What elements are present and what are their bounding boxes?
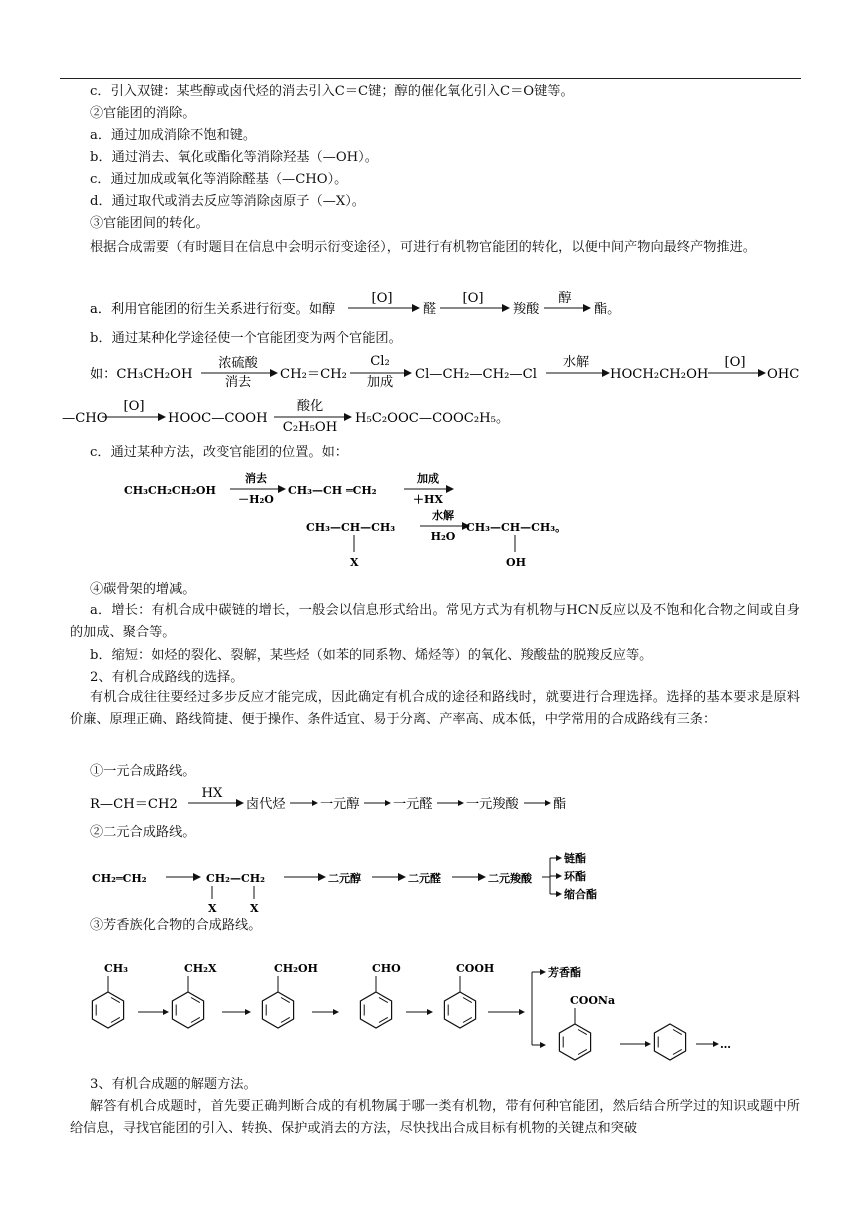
eq-c-product-3: CH₃—CH—CH₃。: [466, 521, 567, 534]
paragraph: 解答有机合成题时，首先要正确判断合成的有机物属于哪一类有机物，带有何种官能团，然后结合所学过的知识或题中所给信息，寻找官能团的引入、转换、保护或消去的方法，尽快找出合成目标有机物的关键点和突破: [70, 1099, 800, 1136]
route2-product-2: 环酯: [564, 870, 586, 883]
route2-x1: X: [208, 902, 217, 915]
difunctional-route: [0, 845, 860, 917]
eq-b-row1-start: 如：CH₃CH₂OH: [90, 367, 193, 382]
route1-cond: HX: [201, 786, 223, 801]
eq-c-cond-2-top: 加成: [417, 472, 439, 485]
text-line: d．通过取代或消去反应等消除卤原子（—X）。: [90, 194, 365, 209]
text-line: b．通过消去、氧化或酯化等消除羟基（—OH）。: [90, 150, 378, 165]
text-line: b．通过某种化学途径使一个官能团变为两个官能团。: [90, 331, 402, 346]
text-line: c．引入双键：某些醇或卤代烃的消去引入C＝C键；醇的催化氧化引入C＝O键等。: [90, 84, 574, 99]
ring4-group: CHO: [372, 962, 401, 975]
eq-a-start: a．利用官能团的衍生关系进行衍变。如醇: [90, 302, 336, 317]
text-line: 2、有机合成路线的选择。: [90, 670, 244, 685]
text-line: c．通过某种方法，改变官能团的位置。如：: [90, 445, 348, 460]
eq-b-cond-1-top: 浓硫酸: [218, 356, 258, 371]
eq-a-cond-2: [O]: [462, 291, 484, 306]
aromatic-ester-label: 芳香酯: [548, 966, 581, 979]
route2-product-1: 链酯: [564, 852, 586, 865]
eq-c-cond-1-top: 消去: [245, 472, 267, 485]
eq-b-product-5: HOOC—COOH: [168, 411, 268, 426]
eq-b-cond-2-bot: 加成: [366, 375, 394, 390]
eq-b-cond-2-top: Cl₂: [370, 354, 390, 369]
eq-c-cond-2-bot: ＋HX: [413, 493, 443, 506]
text-line: b．缩短：如烃的裂化、裂解，某些烃（如苯的同系物、烯烃等）的氧化、羧酸盐的脱羧反应等。: [90, 648, 653, 663]
eq-b-cond-6-bot: C₂H₅OH: [282, 420, 338, 435]
eq-b-product-4: OHC: [767, 367, 800, 382]
route3-tail: …: [720, 1038, 731, 1051]
branch-ring-group: COONa: [570, 994, 616, 1007]
route1-start: R—CH＝CH2: [90, 797, 178, 812]
derivation-chain-b: [0, 352, 860, 436]
eq-b-cond-5-top: [O]: [123, 399, 145, 414]
eq-b-product-3: HOCH₂CH₂OH: [610, 367, 709, 382]
text-line: ②二元合成路线。: [90, 825, 196, 840]
route2-x2: X: [250, 902, 259, 915]
text-line: ②官能团的消除。: [90, 106, 196, 121]
eq-c-product-2-sub: X: [350, 556, 359, 569]
text-line: ③芳香族化合物的合成路线。: [90, 918, 262, 933]
derivation-chain-a: [0, 290, 860, 326]
eq-b-cond-1-bot: 消去: [224, 375, 252, 390]
route1-step-3: 一元醛: [393, 797, 433, 812]
text-line: c．通过加成或氧化等消除醛基（—CHO）。: [90, 172, 348, 187]
ring1-group: CH₃: [104, 962, 128, 975]
eq-a-product-1: 醛: [423, 302, 437, 317]
eq-a-product-3: 酯。: [594, 302, 621, 317]
text-line: a．通过加成消除不饱和键。: [90, 128, 257, 143]
eq-c-cond-3-bot: H₂O: [430, 530, 456, 543]
ring5-group: COOH: [456, 962, 495, 975]
ring3-group: CH₂OH: [274, 962, 318, 975]
route1-step-4: 一元羧酸: [466, 797, 519, 812]
ring2-group: CH₂X: [184, 962, 217, 975]
eq-c-cond-1-bot: －H₂O: [238, 493, 274, 506]
route2-step-2: 二元醛: [408, 872, 441, 885]
route1-step-1: 卤代烃: [246, 797, 286, 812]
text-line: ①一元合成路线。: [90, 764, 196, 779]
eq-a-cond-3: 醇: [558, 291, 572, 306]
eq-b-product-6: H₅C₂OOC—COOC₂H₅。: [355, 411, 510, 426]
eq-b-product-2: Cl—CH₂—CH₂—Cl: [415, 367, 537, 382]
eq-b-cond-6-top: 酸化: [296, 399, 324, 414]
paragraph: a．增长：有机合成中碳链的增长，一般会以信息形式给出。常见方式为有机物与HCN反应以及不饱和化合物之间或自身的加成、聚合等。: [70, 603, 800, 640]
text-line: ④碳骨架的增减。: [90, 582, 196, 597]
position-change-reaction: [0, 468, 860, 578]
eq-a-product-2: 羧酸: [513, 302, 540, 317]
text-line: 3、有机合成题的解题方法。: [90, 1077, 257, 1092]
route2-step-1: 二元醇: [328, 872, 361, 885]
eq-b-cond-3-top: 水解: [562, 355, 590, 370]
route1-step-2: 一元醇: [320, 797, 360, 812]
eq-c-cond-3-top: 水解: [432, 509, 454, 522]
eq-b-product-1: CH₂＝CH₂: [280, 367, 347, 382]
eq-c-product-1: CH₃—CH ═CH₂: [288, 484, 377, 497]
paragraph: 有机合成往往要经过多步反应才能完成，因此确定有机合成的途径和路线时，就要进行合理选择。选择的基本要求是原料价廉、原理正确、路线简捷、便于操作、条件适宜、易于分离、产率高、成本低，中学常用的合成路线有三条：: [70, 690, 800, 727]
header-rule: [60, 78, 801, 79]
route1-step-5: 酯: [553, 797, 567, 812]
eq-c-product-3-sub: OH: [506, 556, 526, 569]
monofunctional-route: [0, 786, 860, 816]
aromatic-route: [0, 950, 860, 1070]
route2-intermediate: CH₂—CH₂: [206, 872, 265, 885]
route2-start: CH₂═CH₂: [92, 872, 147, 885]
eq-a-cond-1: [O]: [371, 291, 393, 306]
eq-c-reactant: CH₃CH₂CH₂OH: [124, 484, 216, 497]
eq-b-cond-4-top: [O]: [724, 355, 746, 370]
text-line: ③官能团间的转化。: [90, 216, 209, 231]
route2-step-3: 二元羧酸: [488, 872, 532, 885]
paragraph: 根据合成需要（有时题目在信息中会明示衍变途径），可进行有机物官能团的转化，以便中间产物向最终产物推进。: [90, 240, 756, 255]
eq-c-product-2: CH₃—CH—CH₃: [306, 521, 396, 534]
eq-b-row2-start: —CHO: [62, 411, 108, 426]
route2-product-3: 缩合酯: [564, 888, 597, 901]
